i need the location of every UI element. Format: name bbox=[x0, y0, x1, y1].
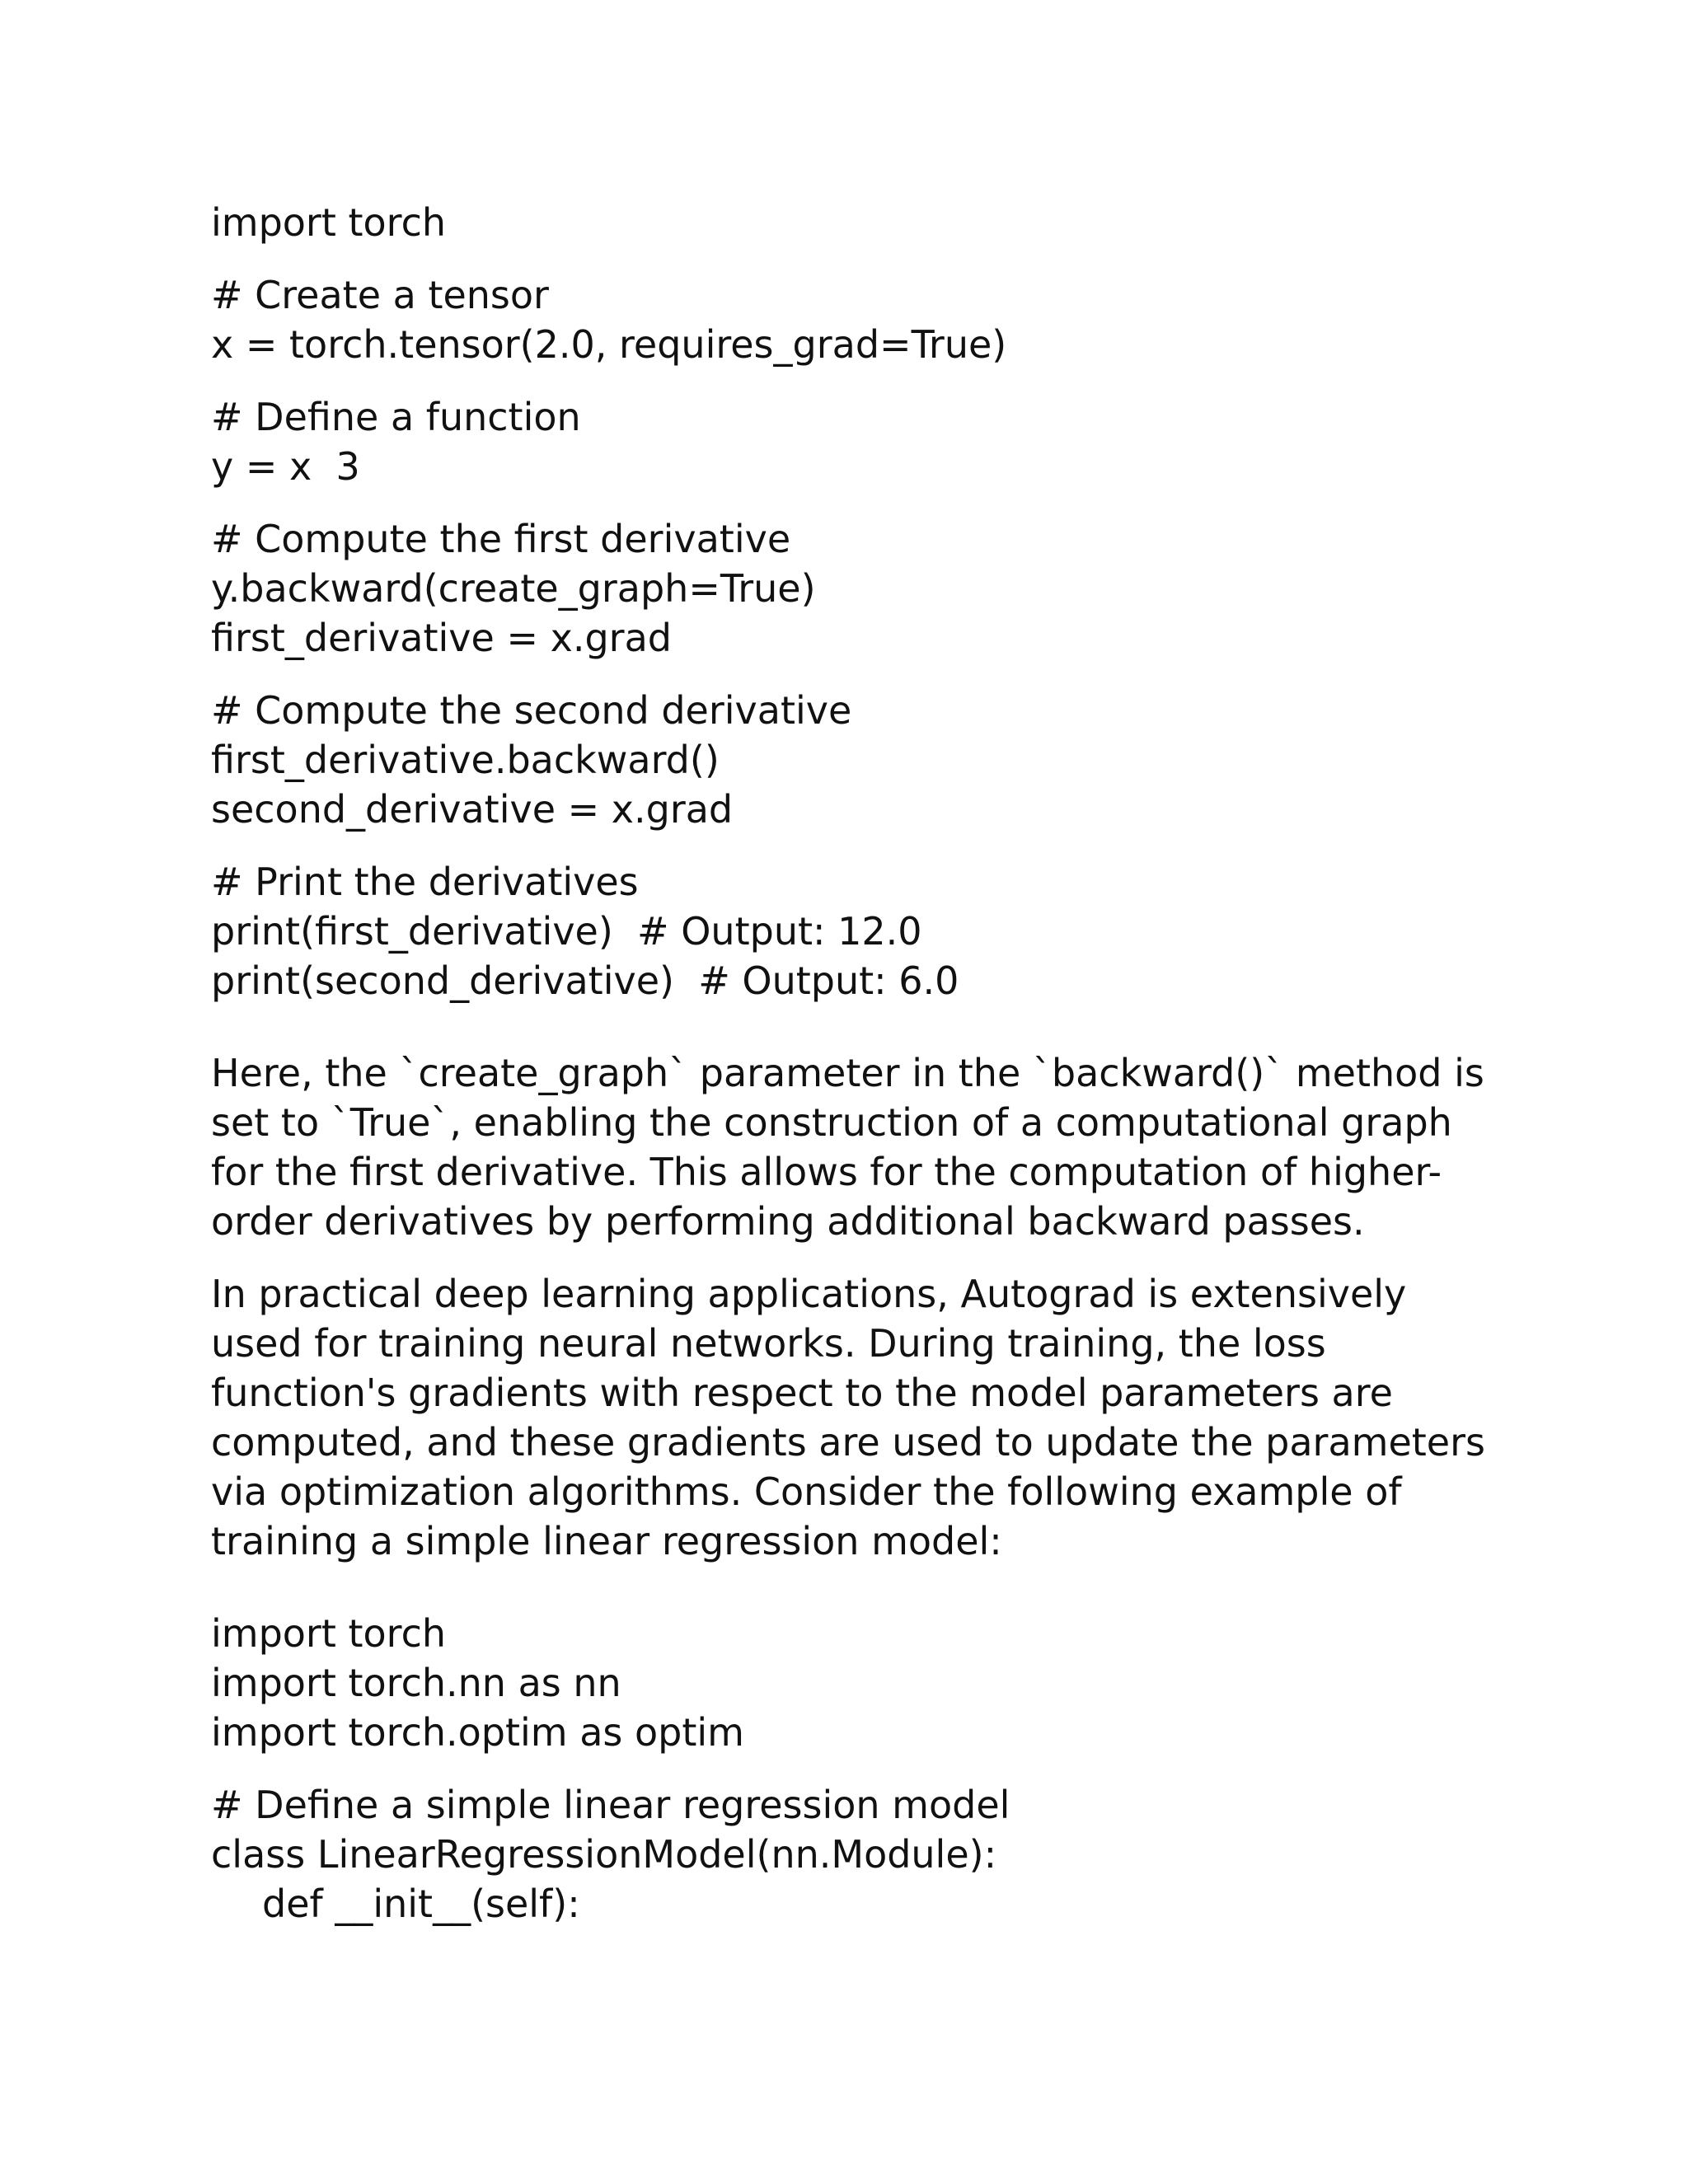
code-line: print(first_derivative) # Output: 12.0 bbox=[211, 909, 922, 954]
code-group-imports bbox=[211, 1609, 1497, 1757]
code-comment: # Define a simple linear regression model bbox=[211, 1783, 1010, 1827]
code-group-second-derivative bbox=[211, 686, 1497, 834]
code-line: class LinearRegressionModel(nn.Module): bbox=[211, 1832, 997, 1877]
code-line: import torch bbox=[211, 200, 447, 245]
code-group-print bbox=[211, 857, 1497, 1005]
code-group-create-tensor bbox=[211, 270, 1497, 369]
code-comment: # Create a tensor bbox=[211, 273, 549, 317]
code-line: x = torch.tensor(2.0, requires_grad=True) bbox=[211, 322, 1007, 367]
code-comment: # Compute the second derivative bbox=[211, 688, 852, 733]
document-content bbox=[211, 198, 1497, 1952]
code-line: first_derivative = x.grad bbox=[211, 616, 672, 660]
code-line: y.backward(create_graph=True) bbox=[211, 566, 816, 611]
code-line: print(second_derivative) # Output: 6.0 bbox=[211, 958, 959, 1003]
code-comment: # Compute the first derivative bbox=[211, 517, 791, 561]
paragraph-create-graph bbox=[211, 1048, 1497, 1246]
code-group-define-function bbox=[211, 392, 1497, 491]
code-line: import torch.optim as optim bbox=[211, 1710, 744, 1755]
code-comment: # Define a function bbox=[211, 395, 581, 439]
code-group-first-derivative bbox=[211, 514, 1497, 663]
code-line: import torch.nn as nn bbox=[211, 1661, 621, 1705]
code-line: def __init__(self): bbox=[262, 1882, 580, 1926]
code-line: second_derivative = x.grad bbox=[211, 787, 734, 832]
paragraph-text: In practical deep learning applications, Autograd is extensively used for training neural networks. During training, the loss function's gradients with respect to the model parameters are computed, and these gradients are used to update the parameters via optimization algorithms. Consider the following example of training a simple linear regression model: bbox=[211, 1272, 1485, 1563]
code-group-model-class bbox=[211, 1780, 1497, 1929]
paragraph-text: Here, the `create_graph` parameter in the `backward()` method is set to `True`, enabling the construction of a computational graph for the first derivative. This allows for the computation of higher-order derivatives by performing additional backward passes. bbox=[211, 1051, 1484, 1244]
code-comment: # Print the derivatives bbox=[211, 860, 639, 904]
code-line: import torch bbox=[211, 1611, 447, 1656]
paragraph-autograd-training bbox=[211, 1269, 1497, 1566]
code-line: y = x 3 bbox=[211, 444, 360, 489]
code-group-import bbox=[211, 198, 1497, 247]
code-line: first_derivative.backward() bbox=[211, 738, 720, 782]
